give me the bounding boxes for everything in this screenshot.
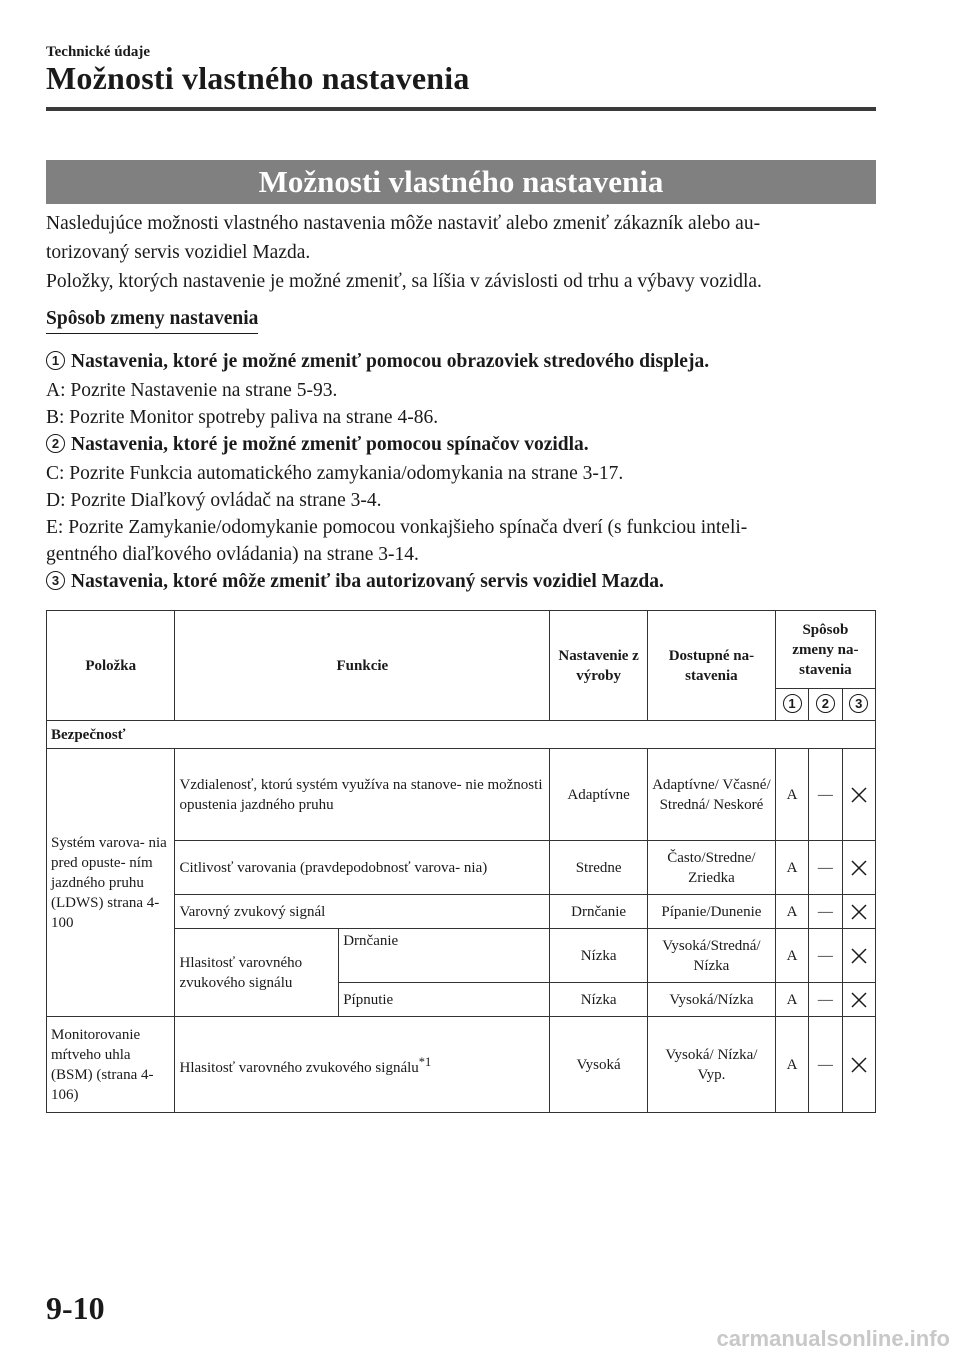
page-number: 9-10 — [46, 1290, 105, 1326]
ldws-volume-row-1-available: Vysoká/Stredná/ Nízka — [648, 929, 776, 983]
ldws-row-2-method-2: — — [809, 841, 842, 895]
ldws-volume-row-1-method-1: A — [775, 929, 808, 983]
number-1-icon: 1 — [783, 694, 802, 713]
x-mark-icon — [850, 903, 868, 921]
ldws-row-3-available: Pípanie/Dunenie — [648, 895, 776, 929]
ldws-row-2-factory: Stredne — [550, 841, 648, 895]
method-1-heading — [46, 347, 709, 376]
number-2-icon: 2 — [816, 694, 835, 713]
bsm-method-3 — [842, 1017, 875, 1113]
ldws-volume-label: Hlasitosť varovného zvukového signálu — [175, 929, 339, 1017]
settings-table — [46, 610, 876, 1113]
ldws-row-1-available: Adaptívne/ Včasné/ Stredná/ Neskoré — [648, 749, 776, 841]
method-1-title: Nastavenia, ktoré je možné zmeniť pomocou obrazoviek stredového displeja. — [71, 351, 710, 372]
title-rule — [46, 107, 876, 111]
method-heading: Spôsob zmeny nastavenia — [46, 306, 258, 334]
ldws-row-1-method-3 — [842, 749, 875, 841]
method-c: C: Pozrite Funkcia automatického zamykania/odomykania na strane 3-17. — [46, 463, 624, 484]
section-label: Technické údaje — [46, 44, 151, 60]
bsm-factory: Vysoká — [550, 1017, 648, 1113]
bsm-item: Monitorovanie mŕtveho uhla (BSM) (strana 4-106) — [47, 1017, 175, 1113]
footnote-marker: *1 — [418, 1054, 432, 1069]
bsm-function-text: Hlasitosť varovného zvukového signálu — [179, 1059, 419, 1076]
ldws-row-2-available: Často/Stredne/ Zriedka — [648, 841, 776, 895]
x-mark-icon — [850, 859, 868, 877]
intro-line-3: Položky, ktorých nastavenie je možné zmeniť, sa líšia v závislosti od trhu a výbavy vozidla. — [46, 271, 762, 292]
ldws-row-3-function: Varovný zvukový signál — [175, 895, 550, 929]
header-method-1 — [775, 689, 808, 721]
ldws-row-1-function: Vzdialenosť, ktorú systém využíva na stanove- nie možnosti opustenia jazdného pruhu — [175, 749, 550, 841]
ldws-volume-row-1-method-2: — — [809, 929, 842, 983]
ldws-row-1-method-1: A — [775, 749, 808, 841]
intro-line-2: torizovaný servis vozidiel Mazda. — [46, 242, 311, 263]
method-d: D: Pozrite Diaľkový ovládač na strane 3-4. — [46, 490, 382, 511]
method-e-line-1: E: Pozrite Zamykanie/odomykanie pomocou vonkajšieho spínača dverí (s funkciou inteli- — [46, 517, 748, 538]
section-banner: Možnosti vlastného nastavenia — [46, 160, 876, 204]
ldws-volume-row-2-method-3 — [842, 983, 875, 1017]
ldws-volume-row-2-method-2: — — [809, 983, 842, 1017]
ldws-volume-row-2-method-1: A — [775, 983, 808, 1017]
ldws-volume-row-1-factory: Nízka — [550, 929, 648, 983]
number-3-icon: 3 — [46, 571, 65, 590]
x-mark-icon — [850, 947, 868, 965]
header-factory: Nastavenie z výroby — [550, 611, 648, 721]
ldws-row-2-function: Citlivosť varovania (pravdepodobnosť varova- nia) — [175, 841, 550, 895]
header-method-3 — [842, 689, 875, 721]
method-3-title: Nastavenia, ktoré môže zmeniť iba autorizovaný servis vozidiel Mazda. — [71, 571, 664, 592]
x-mark-icon — [850, 1056, 868, 1074]
number-1-icon: 1 — [46, 351, 65, 370]
number-2-icon: 2 — [46, 434, 65, 453]
ldws-volume-row-2-sub: Pípnutie — [339, 983, 550, 1017]
method-a: A: Pozrite Nastavenie na strane 5-93. — [46, 380, 338, 401]
header-method-2 — [809, 689, 842, 721]
ldws-row-1-method-2: — — [809, 749, 842, 841]
header-function: Funkcie — [175, 611, 550, 721]
bsm-function — [175, 1017, 550, 1113]
ldws-item: Systém varova- nia pred opuste- ním jazdného pruhu (LDWS) strana 4-100 — [47, 749, 175, 1017]
page-title: Možnosti vlastného nastavenia — [46, 60, 470, 96]
watermark: carmanualsonline.info — [716, 1326, 950, 1351]
ldws-row-3-method-1: A — [775, 895, 808, 929]
ldws-row-1-factory: Adaptívne — [550, 749, 648, 841]
method-e-line-2: gentného diaľkového ovládania) na strane 3-14. — [46, 544, 419, 565]
x-mark-icon — [850, 991, 868, 1009]
bsm-available: Vysoká/ Nízka/ Vyp. — [648, 1017, 776, 1113]
bsm-method-2: — — [809, 1017, 842, 1113]
ldws-row-3-factory: Drnčanie — [550, 895, 648, 929]
category-row: Bezpečnosť — [47, 721, 876, 749]
ldws-volume-row-1-method-3 — [842, 929, 875, 983]
method-b: B: Pozrite Monitor spotreby paliva na strane 4-86. — [46, 407, 439, 428]
intro-line-1: Nasledujúce možnosti vlastného nastavenia môže nastaviť alebo zmeniť zákazník alebo au- — [46, 213, 761, 234]
ldws-volume-row-2-factory: Nízka — [550, 983, 648, 1017]
x-mark-icon — [850, 786, 868, 804]
header-item: Položka — [47, 611, 175, 721]
method-3-heading — [46, 567, 664, 596]
ldws-row-2-method-3 — [842, 841, 875, 895]
header-method: Spôsob zmeny na- stavenia — [775, 611, 875, 689]
ldws-volume-row-1-sub: Drnčanie — [339, 929, 550, 983]
method-2-heading — [46, 430, 589, 459]
ldws-row-3-method-2: — — [809, 895, 842, 929]
ldws-volume-row-2-available: Vysoká/Nízka — [648, 983, 776, 1017]
ldws-row-3-method-3 — [842, 895, 875, 929]
header-available: Dostupné na- stavenia — [648, 611, 776, 721]
method-2-title: Nastavenia, ktoré je možné zmeniť pomocou spínačov vozidla. — [71, 434, 589, 455]
ldws-row-2-method-1: A — [775, 841, 808, 895]
bsm-method-1: A — [775, 1017, 808, 1113]
number-3-icon: 3 — [849, 694, 868, 713]
